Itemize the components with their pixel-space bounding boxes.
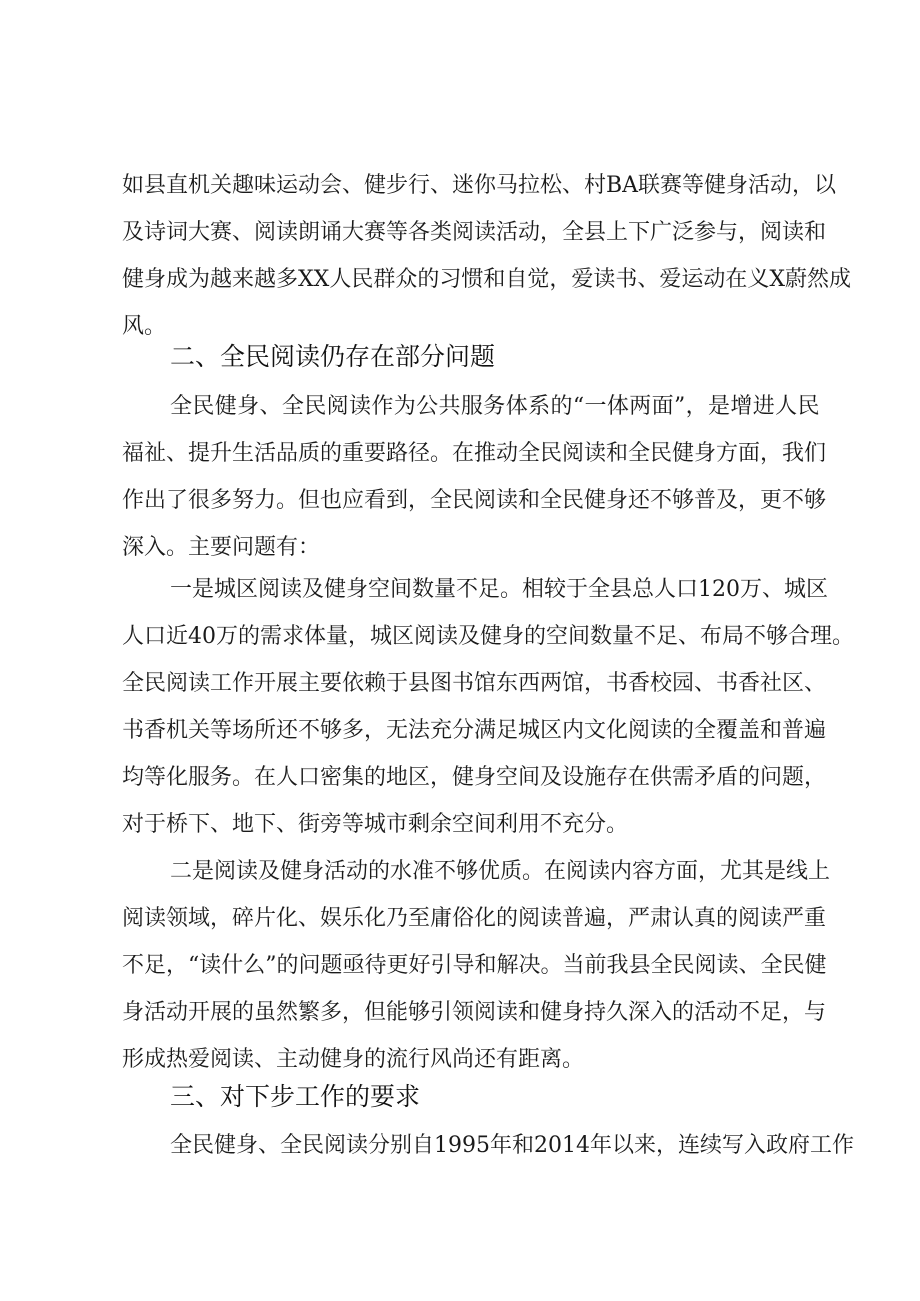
section-heading-requirements: 三、对下步工作的要求 — [170, 1082, 421, 1111]
text-line: 及诗词大赛、阅读朗诵大赛等各类阅读活动，全县上下广泛参与，阅读和 — [122, 220, 827, 245]
text-line: 全民健身、全民阅读作为公共服务体系的“一体两面”，是增进人民 — [170, 394, 820, 419]
text-line: 形成热爱阅读、主动健身的流行风尚还有距离。 — [122, 1047, 585, 1072]
text-line: 不足，“读什么”的问题亟待更好引导和解决。当前我县全民阅读、全民健 — [122, 953, 827, 978]
text-line: 阅读领域，碎片化、娱乐化乃至庸俗化的阅读普遍，严肃认真的阅读严重 — [122, 906, 827, 931]
text-line: 福祉、提升生活品质的重要路径。在推动全民阅读和全民健身方面，我们 — [122, 441, 827, 466]
text-line: 深入。主要问题有： — [122, 535, 321, 560]
text-line: 人口近40万的需求体量，城区阅读及健身的空间数量不足、布局不够合理。 — [122, 624, 854, 649]
text-line: 对于桥下、地下、街旁等城市剩余空间利用不充分。 — [122, 812, 629, 837]
text-line: 均等化服务。在人口密集的地区，健身空间及设施存在供需矛盾的问题， — [122, 765, 827, 790]
section-heading-problems: 二、全民阅读仍存在部分问题 — [170, 342, 496, 371]
text-line: 如县直机关趣味运动会、健步行、迷你马拉松、村BA联赛等健身活动，以 — [122, 173, 837, 198]
text-line: 书香机关等场所还不够多，无法充分满足城区内文化阅读的全覆盖和普遍 — [122, 718, 827, 743]
text-line: 身活动开展的虽然繁多，但能够引领阅读和健身持久深入的活动不足，与 — [122, 1000, 827, 1025]
text-line: 一是城区阅读及健身空间数量不足。相较于全县总人口120万、城区 — [170, 577, 828, 602]
text-line: 风。 — [122, 314, 167, 339]
text-line: 全民健身、全民阅读分别自1995年和2014年以来，连续写入政府工作 — [170, 1133, 854, 1158]
text-line: 作出了很多努力。但也应看到，全民阅读和全民健身还不够普及，更不够 — [122, 488, 827, 513]
text-line: 二是阅读及健身活动的水准不够优质。在阅读内容方面，尤其是线上 — [170, 859, 831, 884]
text-line: 全民阅读工作开展主要依赖于县图书馆东西两馆，书香校园、书香社区、 — [122, 671, 827, 696]
text-line: 健身成为越来越多XX人民群众的习惯和自觉，爱读书、爱运动在义X蔚然成 — [122, 267, 851, 292]
